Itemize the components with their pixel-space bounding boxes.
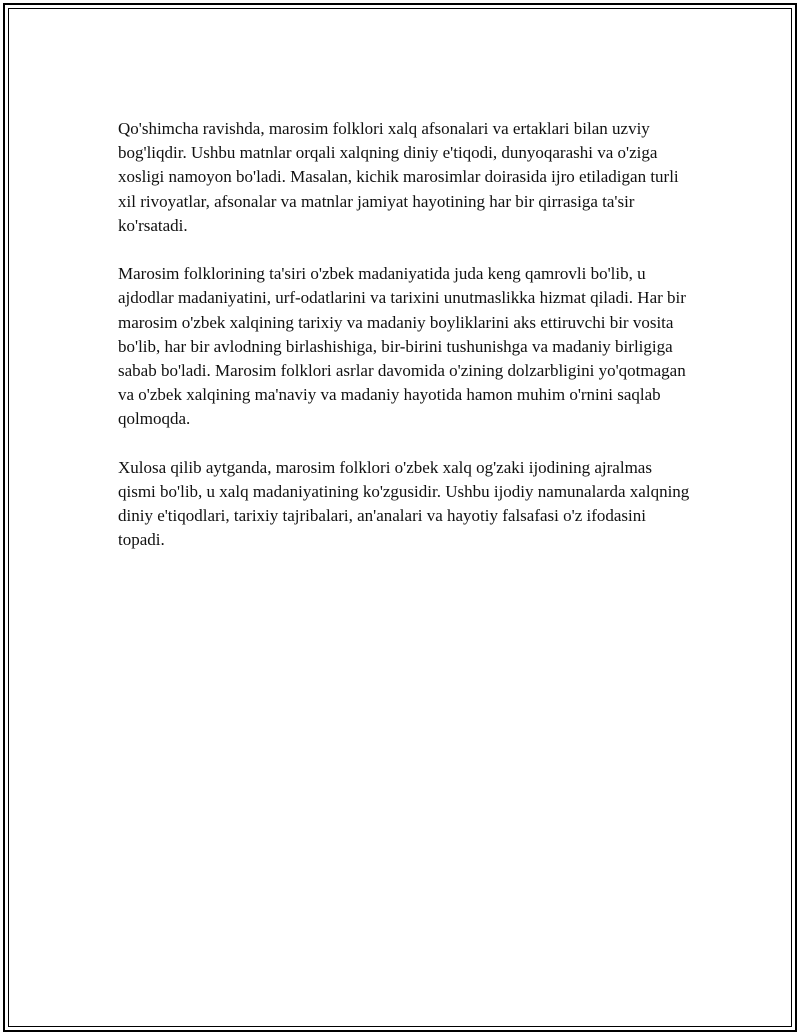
- document-body: [118, 117, 693, 577]
- paragraph-2: Marosim folklorining ta'siri o'zbek madaniyatida juda keng qamrovli bo'lib, u ajdodlar madaniyatini, urf-odatlarini va tarixini unutmaslikka hizmat qiladi. Har bir marosim o'zbek xalqining tarixiy va madaniy boyliklarini aks ettiruvchi bir vosita bo'lib, har bir avlodning birlashishiga, bir-birini tushunishga va madaniy birligiga sabab bo'ladi. Marosim folklori asrlar davomida o'zining dolzarbligini yo'qotmagan va o'zbek xalqining ma'naviy va madaniy hayotida hamon muhim o'rnini saqlab qolmoqda.: [118, 264, 686, 429]
- paragraph-1: Qo'shimcha ravishda, marosim folklori xalq afsonalari va ertaklari bilan uzviy bog'liqdir. Ushbu matnlar orqali xalqning diniy e'tiqodi, dunyoqarashi va o'ziga xosligi namoyon bo'ladi. Masalan, kichik marosimlar doirasida ijro etiladigan turli xil rivoyatlar, afsonalar va matnlar jamiyat hayotining har bir qirrasiga ta'sir ko'rsatadi.: [118, 119, 679, 235]
- paragraph-3: Xulosa qilib aytganda, marosim folklori o'zbek xalq og'zaki ijodining ajralmas qismi bo'lib, u xalq madaniyatining ko'zgusidir. Ushbu ijodiy namunalarda xalqning diniy e'tiqodlari, tarixiy tajribalari, an'analari va hayotiy falsafasi o'z ifodasini topadi.: [118, 457, 690, 550]
